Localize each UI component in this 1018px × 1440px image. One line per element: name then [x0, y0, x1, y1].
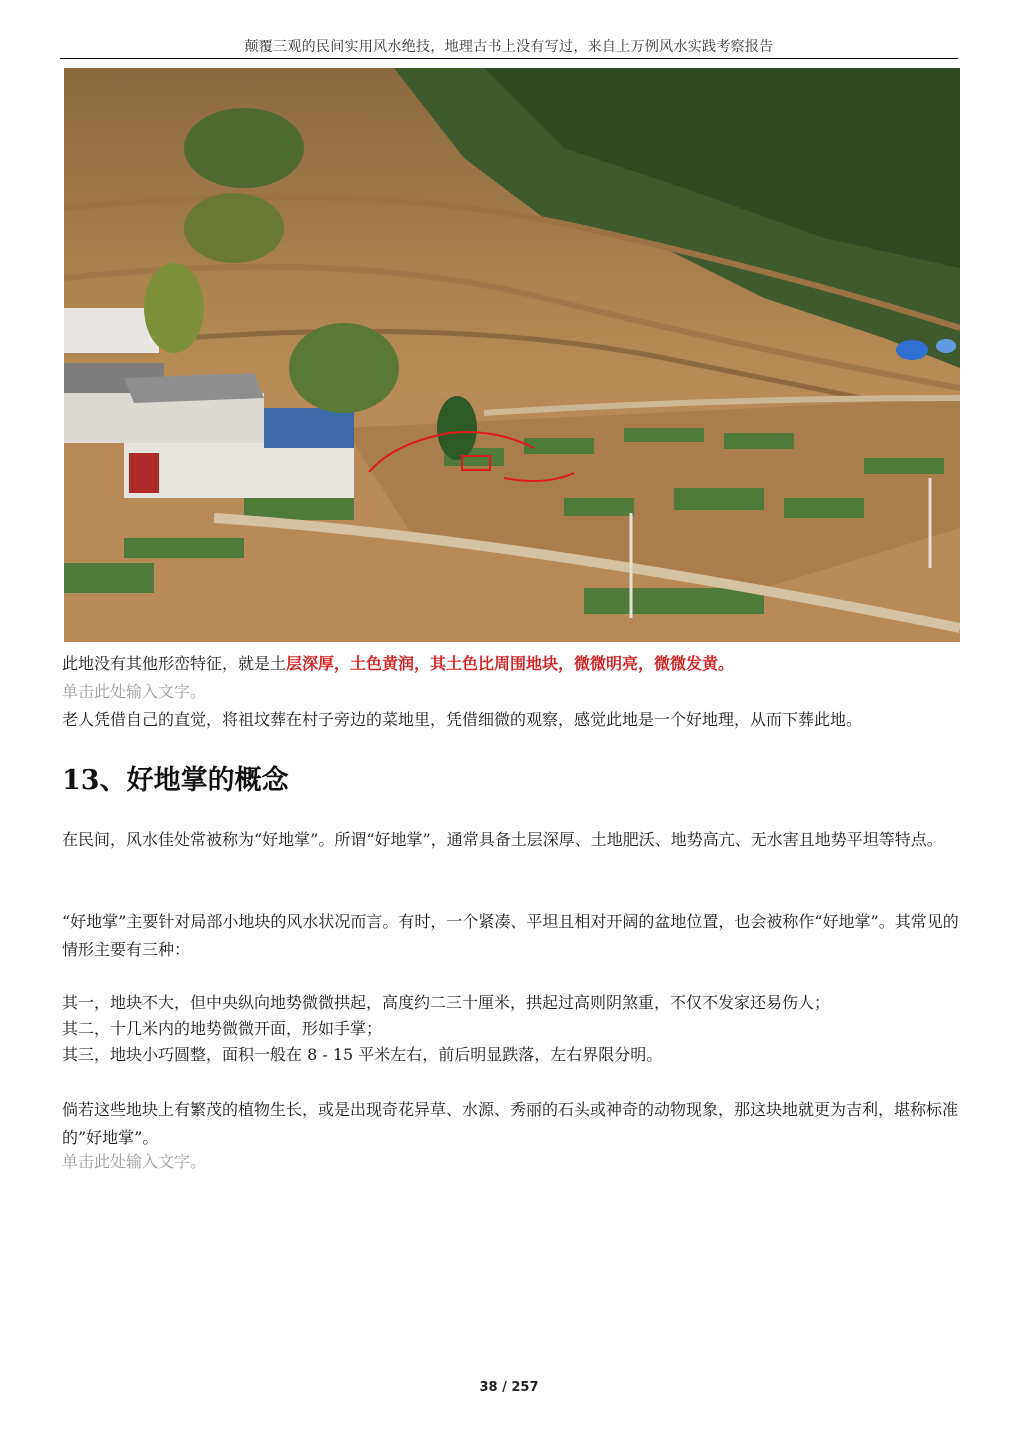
- list-item: 其一，地块不大，但中央纵向地势微微拱起，高度约二三十厘米，拱起过高则阴煞重，不仅不发家还易伤人；: [62, 993, 831, 1012]
- page-number: 38 / 257: [479, 1380, 539, 1395]
- caption-highlight: 层深厚，土色黄润，其土色比周围地块，微微明亮，微微发黄: [286, 654, 719, 673]
- list-item: 其三，地块小巧圆整，面积一般在 8 - 15 平米左右，前后明显跌落，左右界限分明。: [62, 1045, 663, 1064]
- body-paragraph: 在民间，风水佳处常被称为“好地掌”。所谓“好地掌”，通常具备土层深厚、土地肥沃、地势高亢、无水害且地势平坦等特点。: [62, 830, 943, 849]
- running-header: 颠覆三观的民间实用风水绝技，地理古书上没有写过，来自上万例风水实践考察报告: [244, 39, 774, 55]
- text-placeholder[interactable]: 单击此处输入文字。: [62, 682, 207, 701]
- text-placeholder[interactable]: 单击此处输入文字。: [62, 1152, 207, 1171]
- body-paragraph: 倘若这些地块上有繁茂的植物生长，或是出现奇花异草、水源、秀丽的石头或神奇的动物现象，那这块地就更为吉利，堪称标准的”好地掌”。: [62, 1100, 959, 1147]
- caption-end: 。: [718, 654, 735, 673]
- body-paragraph: 老人凭借自己的直觉，将祖坟葬在村子旁边的菜地里，凭借细微的观察，感觉此地是一个好地理，从而下葬此地。: [62, 710, 863, 729]
- header-divider: [60, 58, 958, 59]
- section-heading: 13、好地掌的概念: [62, 765, 289, 796]
- list-item: 其二，十几米内的地势微微开面，形如手掌；: [62, 1019, 383, 1038]
- photo-caption: [62, 650, 962, 678]
- village-field-photo: [64, 68, 960, 642]
- caption-lead: 此地没有其他形峦特征，就是土: [62, 654, 287, 673]
- body-paragraph: “好地掌”主要针对局部小地块的风水状况而言。有时，一个紧凑、平坦且相对开阔的盆地位置，也会被称作“好地掌”。其常见的情形主要有三种：: [62, 912, 959, 959]
